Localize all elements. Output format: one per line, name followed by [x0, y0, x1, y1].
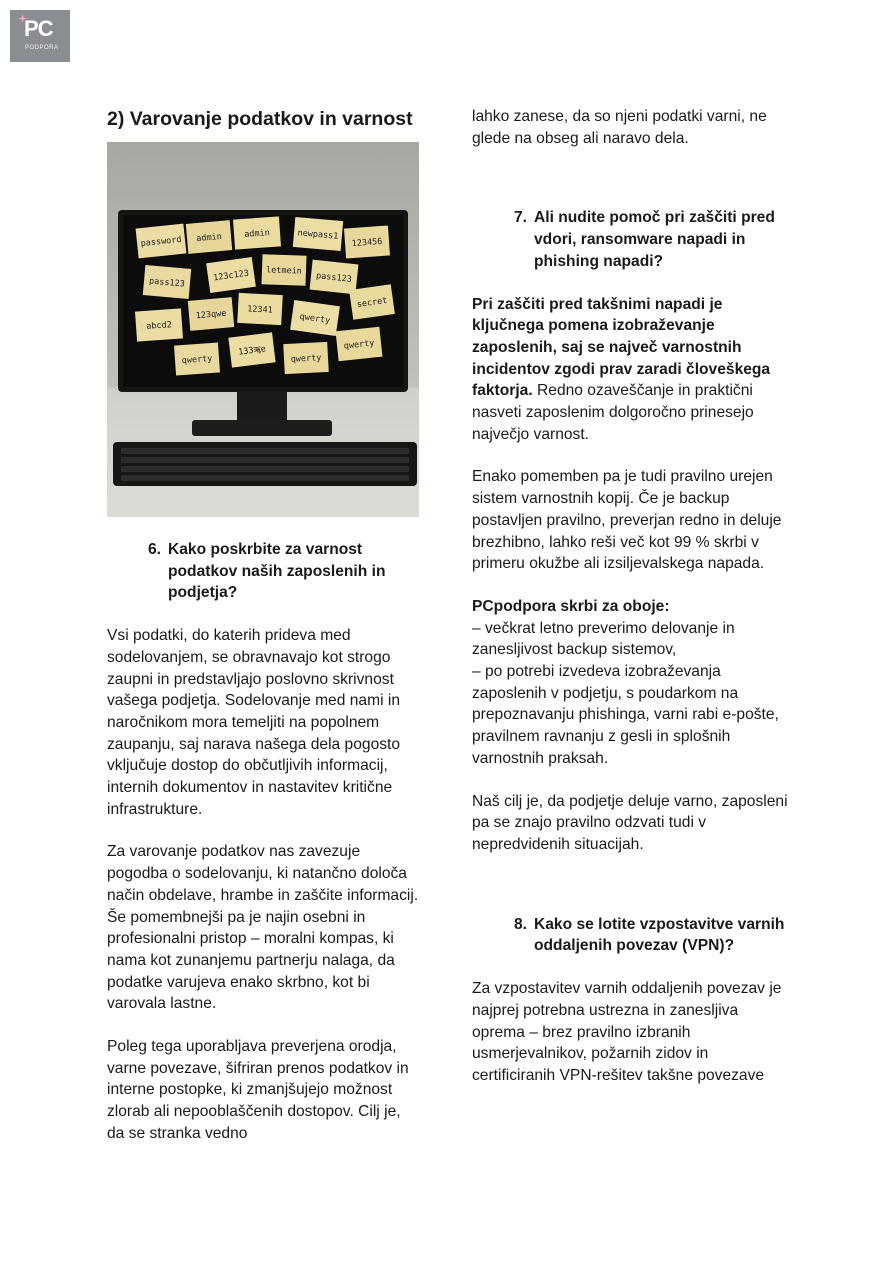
paragraph-rest: Redno ozaveščanje in praktični nasveti zaposlenim dolgoročno prinesejo največjo varnost.	[472, 382, 754, 443]
question-title: Kako se lotite vzpostavitve varnih oddaljenih povezav (VPN)?	[534, 915, 785, 955]
note-pass123-2: pass123	[315, 271, 353, 285]
paragraph: Enako pomemben pa je tudi pravilno urejen sistem varnostnih kopij. Če je backup postavljen pravilno, preverjan redno in deluje brezhibno, lahko reši več kot 99 % skrbi v primeru okužbe ali izsiljevalskega napada.	[472, 468, 782, 573]
monitor-passwords-image	[107, 142, 419, 517]
note-123c123: 123c123	[212, 268, 250, 284]
note-secret: secret	[356, 295, 389, 311]
note-admin: admin	[195, 231, 223, 245]
pcpodpora-logo	[10, 10, 70, 62]
left-column	[107, 106, 422, 1145]
note-qwerty-3: qwerty	[181, 353, 213, 367]
question-number: 8.	[513, 915, 527, 933]
note-123456: 123456	[351, 236, 383, 250]
right-column	[472, 106, 788, 1087]
note-pass123: pass123	[148, 276, 186, 290]
question-number: 6.	[147, 541, 161, 558]
logo-text: PC	[24, 16, 53, 41]
paragraph	[472, 294, 788, 446]
paragraph	[472, 596, 788, 770]
note-admin-2: admin	[243, 228, 271, 240]
list-line: – po potrebi izvedeva izobraževanja zaposlenih v podjetju, s poudarkom na prepoznavanju phishinga, varni rabi e-pošte, pravilnem ravnanju z gesli in splošnih varnostnih praksah.	[472, 663, 779, 767]
note-qwerty-2: qwerty	[343, 338, 375, 352]
paragraph: Vsi podatki, do katerih prideva med sodelovanjem, se obravnavajo kot strogo zaupni in predstavljajo poslovno skrivnost vašega podjetja. Sodelovanje med nami in naročnikom mora temeljiti na popolnem zaupanju, saj narava našega dela pogosto vključuje dostop do občutljivih informacij, internih dokumentov in nastavitev kritične infrastrukture.	[107, 627, 401, 818]
question-title: Ali nudite pomoč pri zaščiti pred vdori, ransomware napadi in phishing napadi?	[534, 209, 775, 270]
question-number: 7.	[513, 209, 527, 227]
paragraph: Poleg tega uporabljava preverjena orodja, varne povezave, šifriran prenos podatkov in interne postopke, ki zmanjšujejo možnost zlorab ali nepooblaščenih dostopov. Cilj je, da se stranka vedno	[107, 1038, 409, 1142]
note-newpass1: newpass1	[297, 228, 339, 242]
list-line: – večkrat letno preverimo delovanje in zanesljivost backup sistemov,	[472, 619, 735, 659]
question-6	[107, 539, 422, 604]
note-qwerty-4: qwerty	[290, 353, 322, 365]
section-heading: 2) Varovanje podatkov in varnost	[107, 108, 413, 130]
note-133e: 133ॠe	[237, 344, 267, 358]
note-qwerty: qwerty	[298, 311, 331, 327]
note-password: password	[140, 234, 182, 250]
paragraph: Naš cilj je, da podjetje deluje varno, zaposleni pa se znajo pravilno odzvati tudi v nepredvidenih situacijah.	[472, 792, 788, 853]
paragraph-continued: lahko zanese, da so njeni podatki varni, ne glede na obseg ali naravo dela.	[472, 108, 767, 147]
note-abcd2: abcd2	[145, 320, 173, 332]
paragraph: Za varovanje podatkov nas zavezuje pogodba o sodelovanju, ki natančno določa način obdelave, hrambe in zaščite informacij. Še pomembnejši pa je najin osebni in profesionalni pristop – moralni kompas, ki nama kot zunanjemu partnerju nalaga, da podatke varujeva enako skrbno, kot bi varovala lastne.	[107, 843, 419, 1013]
question-title: Kako poskrbite za varnost podatkov naših zaposlenih in podjetja?	[168, 541, 386, 602]
logo-subtext: PODPORA	[25, 45, 59, 51]
note-12341: 12341	[246, 304, 273, 316]
paragraph: Za vzpostavitev varnih oddaljenih povezav je najprej potrebna ustrezna in zanesljiva oprema – brez pravilno izbranih usmerjevalnikov, požarnih zidov in certificiranih VPN-rešitev takšne povezave	[472, 980, 782, 1084]
note-123qwe: 123qwe	[195, 308, 227, 322]
question-7	[472, 207, 788, 272]
question-8	[472, 914, 788, 957]
bold-lead: PCpodpora skrbi za oboje:	[472, 597, 670, 615]
bold-lead: Pri zaščiti pred takšnimi napadi je ključnega pomena izobraževanje zaposlenih, saj se največ varnostnih incidentov zgodi prav zaradi človeškega faktorja.	[472, 295, 771, 400]
note-letmein: letmein	[265, 265, 303, 277]
